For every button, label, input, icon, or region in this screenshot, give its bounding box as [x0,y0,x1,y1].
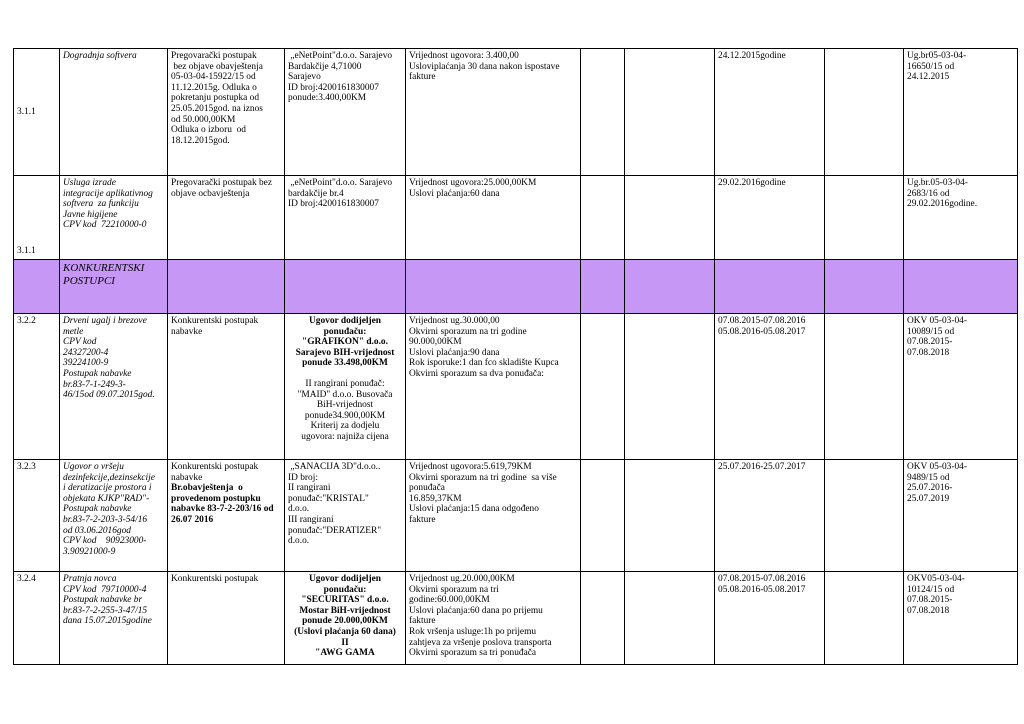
procedure-cell [168,460,285,572]
text-line: Ugovor o vršeju [63,462,124,472]
text-line: bardakčije br.4 [288,188,344,199]
contract-value-cell [406,314,581,460]
empty-cell [581,460,625,572]
text-line: 90.000,00KM [409,337,462,348]
text-line: 07.08.2015- [907,595,953,606]
text-line: ponude34.900,00KM [304,410,386,421]
text-line: BiH-vrijednost [316,400,374,411]
text-line: CPV kod 72210000-0 [63,220,147,231]
text-line: 11.12.2015g. Odluka o [171,82,257,93]
text-line: Konkurentski postupak [171,316,259,326]
text-line: objekata KJKP"RAD"- [63,493,150,504]
text-line: Pregovarački postupak [171,51,257,61]
text-line: Postupak nabavke br [63,595,143,606]
text-line: br.83-7-2-255-3-47/15 [63,605,148,616]
text-line: III rangirani [288,514,334,525]
text-line: dezinfekcije,dezinsekcije [63,472,155,483]
text-line: 26.07 2016 [171,514,214,525]
text-line: 07.08.2018 [907,347,950,358]
text-line: Ug.br.05-03-04- [907,178,968,188]
text-line: od 50.000,00KM [171,114,236,125]
text-line: Rok isporuke:1 dan fco skladište Kupca [409,358,559,369]
empty-cell [581,572,625,665]
text-line: d.o.o. [288,536,310,547]
empty-cell [581,314,625,460]
contract-number-cell [904,572,1018,665]
empty-cell [825,460,904,572]
table-row [14,314,1018,460]
text-line: 07.08.2015-07.08.2016 [718,574,806,584]
text-line: (Uslovi plaćanja 60 dana) [294,626,396,637]
text-line: II rangirani [288,483,331,494]
period-cell [715,49,825,176]
text-line: Javne higijene [63,209,118,220]
text-line: OKV05-03-04- [907,574,965,584]
period-cell [715,572,825,665]
empty-cell [825,314,904,460]
text-line: Postupak nabavke [63,504,132,515]
text-line: provedenom postupku [171,493,261,504]
text-line: „SANACIJA 3D"d.o.o.. [288,462,381,472]
empty-cell [904,260,1018,314]
empty-cell [581,176,625,260]
empty-cell [625,49,715,176]
text-line: 05-03-04-15922/15 od [171,72,256,83]
text-line: ponude:3.400,00KM [288,93,367,104]
procedure-cell [168,314,285,460]
text-line: "MAID" d.o.o. Busovača [297,389,393,400]
contract-number-cell [904,460,1018,572]
text-line: 24327200-4 [63,347,109,358]
text-line: Vrijednost ugovora: 3.400,00 [409,51,519,61]
empty-cell [406,260,581,314]
section-header-row [14,260,1018,314]
text-line: Vrijednost ugovora:25.000,00KM [409,178,537,188]
empty-cell [625,176,715,260]
supplier-cell [285,572,406,665]
text-line: ugovora: najniža cijena [301,431,389,442]
row-number: 3.2.3 [14,460,60,572]
period-cell [715,314,825,460]
supplier-cell [285,176,406,260]
table-row [14,460,1018,572]
text-line: ponude 33.498,00KM [302,358,388,369]
text-line: 05.08.2016-05.08.2017 [718,326,806,337]
empty-cell [581,49,625,176]
text-line: 10124/15 od [907,584,955,595]
text-line: bez objave obavještenja [171,61,263,72]
text-line: „eNetPoint"d.o.o. Sarajevo [288,178,393,188]
procedure-cell [168,176,285,260]
contract-value-cell [406,49,581,176]
text-line: 25.05.2015god. na iznos [171,103,263,114]
text-line: CPV kod 90923000- [63,536,147,547]
empty-cell [285,260,406,314]
ranked-bidders-text [288,379,402,443]
text-line: 07.08.2015-07.08.2016 [718,316,806,326]
text-line: ponuđača [409,483,445,494]
subject-cell [60,49,168,176]
text-line: 07.08.2018 [907,605,950,616]
period-cell [715,460,825,572]
text-line: II [341,637,349,648]
text-line: Drveni ugalj i brezove [63,316,147,326]
text-line: 29.02.2016godine. [907,199,978,210]
table-row [14,176,1018,260]
text-line: ponuđaču: [323,326,367,337]
subject-cell [60,460,168,572]
winning-bidder-text [288,316,402,369]
text-line: Sarajevo BIH-vrijednost [295,347,395,358]
text-line: fakture [409,72,436,83]
row-number: 3.1.1 [14,176,60,260]
text-line: 2683/16 od [907,188,950,199]
text-line: 16.859,37KM [409,493,462,504]
text-line: 18.12.2015god. [171,135,230,146]
text-line: od 03.06.2016god [63,525,131,536]
text-line: Uslovi plaćanja:15 dana odgođeno [409,504,539,515]
empty-cell [825,572,904,665]
contract-value-cell [406,572,581,665]
text-line: OKV 05-03-04- [907,462,967,472]
text-line: fakture [409,616,436,627]
text-line: 29.02.2016godine [718,178,786,188]
procedure-cell [168,49,285,176]
text-line: Bardakčije 4,71000 [288,61,362,72]
text-line: Dogradnja softvera [63,51,137,61]
text-line: Okvirni sporazum sa tri ponuđača [409,648,537,659]
text-line: nabavke 83-7-2-203/16 od [171,504,274,515]
procedure-cell [168,572,285,665]
empty-cell [625,314,715,460]
subject-cell [60,176,168,260]
text-line: godine:60.000,00KM [409,595,490,606]
empty-cell [715,260,825,314]
text-line: OKV 05-03-04- [907,316,967,326]
text-line: Ug.br05-03-04- [907,51,967,61]
text-line: Kriterij za dodjelu [310,421,380,432]
text-line: 9489/15 od [907,472,950,483]
text-line: d.o.o. [288,504,310,515]
period-cell [715,176,825,260]
contract-value-cell [406,176,581,260]
text-line: nabavke [171,326,203,337]
contract-number-cell [904,314,1018,460]
text-line: zahtjeva za vršenje poslova transporta [409,637,552,648]
text-line: 46/15od 09.07.2015god. [63,390,155,401]
text-line: fakture [409,514,436,525]
supplier-cell [285,49,406,176]
text-line: Rok vršenja usluge:1h po prijemu [409,626,537,637]
text-line: Usluga izrade [63,178,116,188]
subject-cell [60,314,168,460]
text-line: ponude 20.000,00KM [302,616,388,627]
text-line: nabavke [171,472,203,483]
text-line: Uslovi plaćanja:90 dana [409,347,500,358]
empty-cell [168,260,285,314]
text-line: Pratnja novca [63,574,117,584]
text-line: Pregovarački postupak bez [171,178,273,188]
row-number: 3.2.2 [14,314,60,460]
text-line: objave ocbavještenja [171,188,250,199]
supplier-cell [285,460,406,572]
contract-number-cell [904,176,1018,260]
subject-cell [60,572,168,665]
section-title: KONKURENTSKI POSTUPCI [60,260,168,314]
text-line: 25.07.2019 [907,493,950,504]
text-line: 24.12.2015godine [718,51,786,61]
text-line: Odluka o izboru od [171,125,246,136]
text-line: Vrijednost ug.30.000,00 [409,316,500,326]
text-line: Usloviplaćanja 30 dana nakon ispostave [409,61,560,72]
empty-cell [825,260,904,314]
text-line: ID broj:4200161830007 [288,82,379,93]
text-line: 05.08.2016-05.08.2017 [718,584,806,595]
contract-value-cell [406,460,581,572]
text-line: Uslovi plaćanja:60 dana [409,188,500,199]
text-line: Ugovor dodijeljen [309,574,381,584]
text-line: 16650/15 od [907,61,955,72]
text-line: Ugovor dodijeljen [309,316,381,326]
text-line: ponuđač:"DERATIZER" [288,525,382,536]
text-line: Vrijednost ugovora:5.619,79KM [409,462,532,472]
text-line: Postupak nabavke [63,368,132,379]
text-line: Sarajevo [288,72,321,83]
text-line: softvera za funkciju [63,199,139,210]
text-line: Okvirni sporazum na tri godine sa više [409,472,557,483]
contract-number-cell [904,49,1018,176]
text-line: ponuđač:"KRISTAL" [288,493,369,504]
empty-cell [625,572,715,665]
procurement-table [13,48,1018,665]
text-line: Konkurentski postupak [171,462,259,472]
text-line: Uslovi plaćanja:60 dana po prijemu [409,605,543,616]
text-line: ponuđaču: [323,584,367,595]
text-line: i deratizacije prostora i [63,483,152,494]
supplier-cell [285,314,406,460]
text-line: metle [63,326,84,337]
text-line: 07.08.2015- [907,337,953,348]
empty-cell [14,260,60,314]
text-line: br.83-7-2-203-3-54/16 [63,514,148,525]
text-line: 39224100-9 [63,358,109,369]
text-line: "SECURITAS" d.o.o. [301,595,389,606]
table-row [14,572,1018,665]
text-line: integracije aplikativnog [63,188,153,199]
empty-cell [825,176,904,260]
text-line: br.83-7-1-249-3- [63,379,126,390]
text-line: CPV kod 79710000-4 [63,584,147,595]
table-row [14,49,1018,176]
empty-cell [625,460,715,572]
text-line: 24.12.2015 [907,72,950,83]
row-number: 3.2.4 [14,572,60,665]
text-line: Okvirni sporazum na tri [409,584,499,595]
text-line: 10089/15 od [907,326,955,337]
text-line: "AWG GAMA [315,648,375,659]
text-line: Mostar BiH-vrijednost [299,605,391,616]
text-line: dana 15.07.2015godine [63,616,152,627]
text-line: 25.07.2016-25.07.2017 [718,462,806,472]
text-line: II rangirani ponuđač: [305,378,385,389]
text-line: Vrijednost ug.20.000,00KM [409,574,515,584]
row-number: 3.1.1 [14,49,60,176]
text-line: ID broj:4200161830007 [288,199,379,210]
text-line: Okvirni sporazum sa dva ponuđača: [409,368,544,379]
empty-cell [825,49,904,176]
text-line: „eNetPoint"d.o.o. Sarajevo [288,51,393,61]
text-line: pokretanju postupka od [171,93,260,104]
text-line: ID broj: [288,472,318,483]
text-line: Okvirni sporazum na tri godine [409,326,527,337]
text-line: Br.obavještenja o [171,483,243,494]
text-line: CPV kod [63,337,97,348]
text-line: 25.07.2016- [907,483,953,494]
empty-cell [581,260,625,314]
text-line: 3.90921000-9 [63,546,116,557]
text-line: "GRAFIKON" d.o.o. [302,337,388,348]
empty-cell [625,260,715,314]
text-line: Konkurentski postupak [171,574,259,584]
